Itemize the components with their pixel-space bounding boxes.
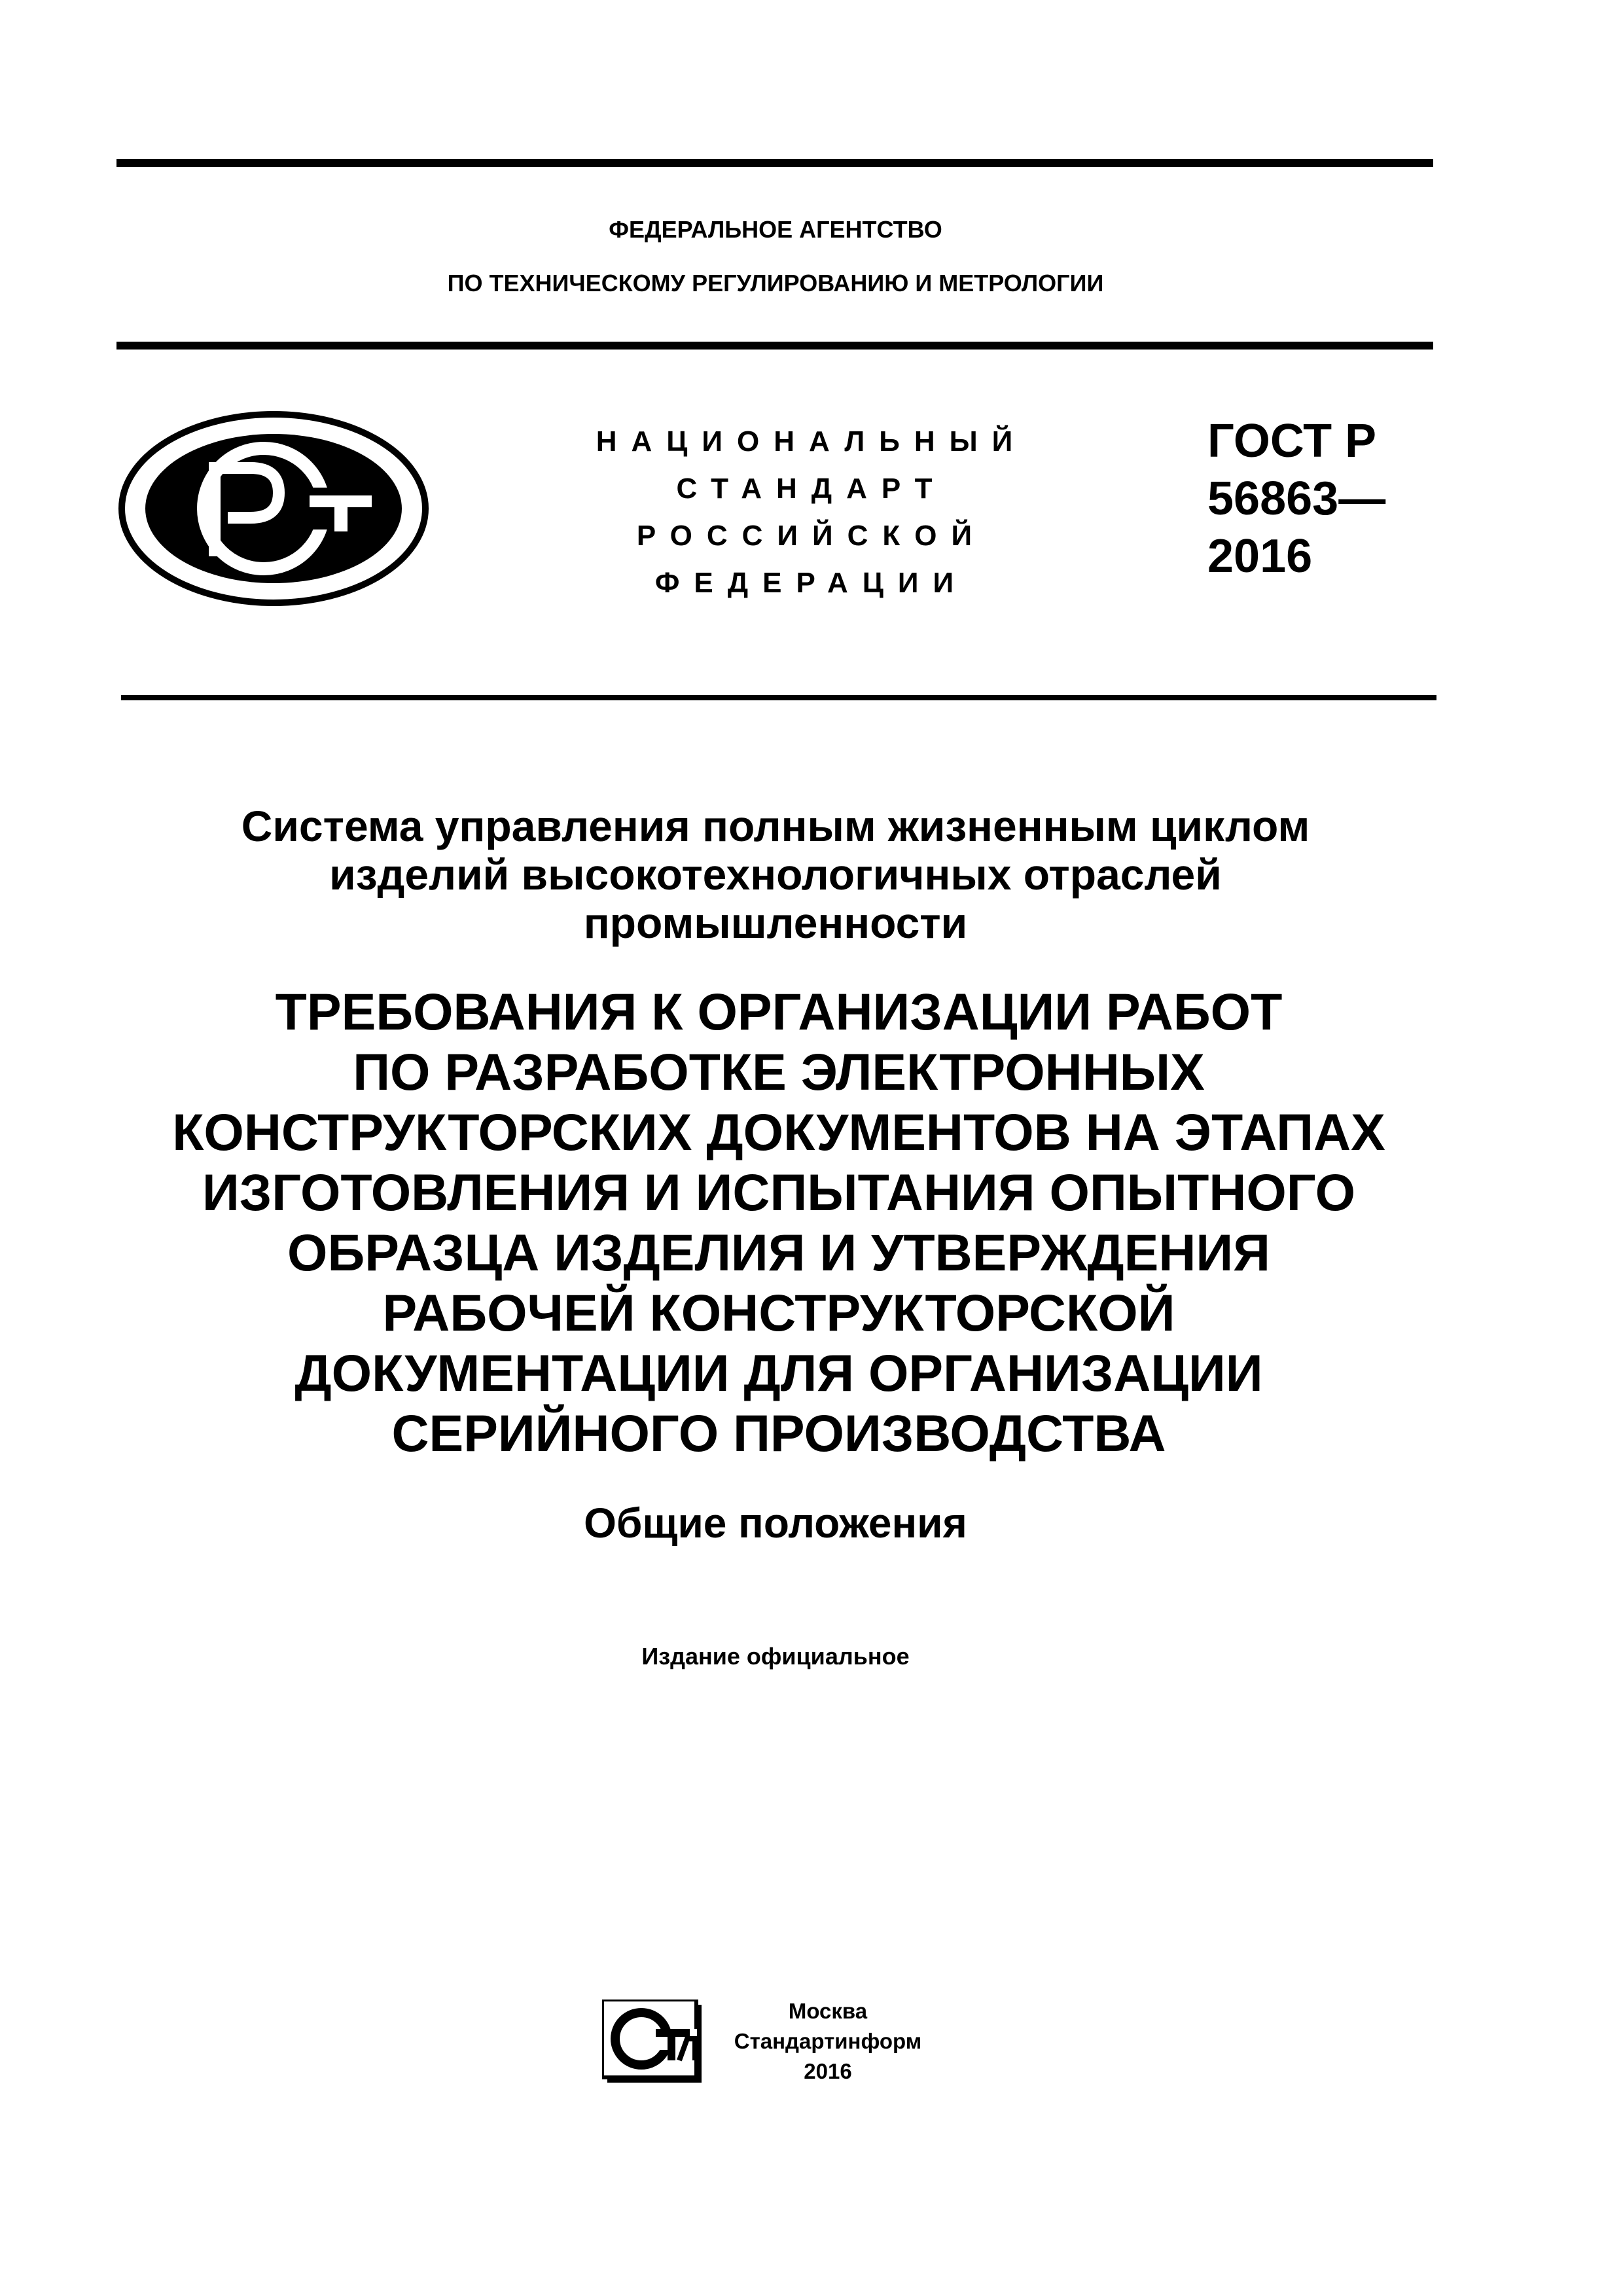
designation-line-1: ГОСТ Р — [1207, 415, 1377, 467]
main-title — [98, 982, 1459, 1463]
standard-type-line-3: РОССИЙСКОЙ — [636, 520, 987, 552]
standard-type-line-4: ФЕДЕРАЦИИ — [654, 567, 969, 599]
publisher-logo — [602, 2000, 707, 2088]
main-title-line-8: СЕРИЙНОГО ПРОИЗВОДСТВА — [391, 1404, 1166, 1462]
agency-line-1: ФЕДЕРАЛЬНОЕ АГЕНТСТВО — [609, 216, 942, 243]
agency-line-2: ПО ТЕХНИЧЕСКОМУ РЕГУЛИРОВАНИЮ И МЕТРОЛОГИИ — [447, 270, 1104, 296]
main-title-line-3: КОНСТРУКТОРСКИХ ДОКУМЕНТОВ НА ЭТАПАХ — [172, 1103, 1385, 1161]
main-title-line-1: ТРЕБОВАНИЯ К ОРГАНИЗАЦИИ РАБОТ — [275, 982, 1283, 1041]
rst-logo — [116, 409, 431, 609]
designation-line-3: 2016 — [1207, 530, 1313, 583]
main-title-line-4: ИЗГОТОВЛЕНИЯ И ИСПЫТАНИЯ ОПЫТНОГО — [202, 1163, 1356, 1221]
series-title-line-1: Система управления полным жизненным циклом — [241, 802, 1310, 850]
publisher-city: Москва — [788, 1999, 868, 2023]
publisher-logo-graphic — [602, 2000, 707, 2088]
standard-type-line-2: СТАНДАРТ — [676, 473, 947, 505]
main-title-line-2: ПО РАЗРАБОТКЕ ЭЛЕКТРОННЫХ — [353, 1043, 1205, 1101]
subtitle: Общие положения — [584, 1499, 967, 1547]
series-title-line-2: изделий высокотехнологичных отраслей — [329, 850, 1222, 899]
top-rule — [116, 159, 1433, 167]
series-title — [131, 802, 1420, 947]
standard-type-line-1: НАЦИОНАЛЬНЫЙ — [596, 425, 1027, 457]
publisher-info — [720, 1996, 936, 2087]
publisher-name: Стандартинформ — [734, 2029, 922, 2053]
main-title-line-6: РАБОЧЕЙ КОНСТРУКТОРСКОЙ — [382, 1283, 1175, 1342]
title-block-rule — [121, 695, 1436, 700]
rst-logo-graphic — [116, 409, 431, 609]
edition-note: Издание официальное — [641, 1643, 910, 1670]
header-rule — [116, 342, 1433, 350]
designation-line-2: 56863— — [1207, 473, 1386, 525]
publisher-year: 2016 — [804, 2059, 852, 2083]
main-title-line-7: ДОКУМЕНТАЦИИ ДЛЯ ОРГАНИЗАЦИИ — [294, 1344, 1263, 1402]
series-title-line-3: промышленности — [583, 899, 968, 947]
main-title-line-5: ОБРАЗЦА ИЗДЕЛИЯ И УТВЕРЖДЕНИЯ — [287, 1223, 1270, 1282]
